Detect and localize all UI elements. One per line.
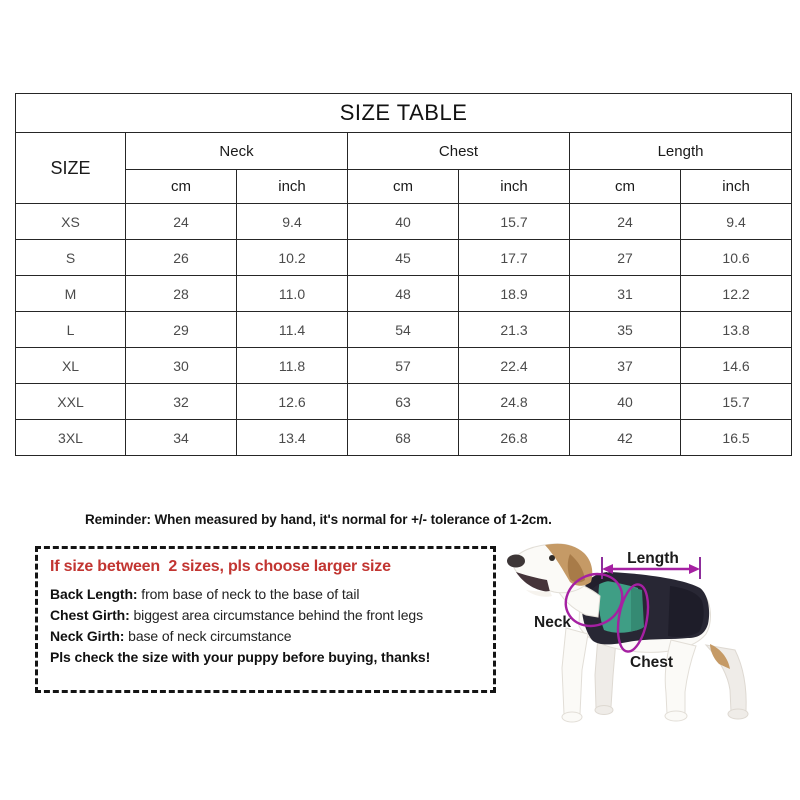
- size-value: 9.4: [237, 204, 348, 240]
- size-value: 57: [348, 348, 459, 384]
- size-value: 40: [348, 204, 459, 240]
- unit-header: cm: [126, 170, 237, 204]
- size-column-header: SIZE: [16, 133, 126, 204]
- unit-header: inch: [459, 170, 570, 204]
- note-definition: biggest area circumstance behind the front legs: [129, 607, 423, 623]
- table-row: [16, 420, 792, 456]
- size-value: 31: [570, 276, 681, 312]
- size-value: 35: [570, 312, 681, 348]
- note-neck-girth: [50, 626, 481, 647]
- size-value: 48: [348, 276, 459, 312]
- chest-label: Chest: [630, 654, 674, 671]
- dog-measurement-diagram: [500, 530, 800, 800]
- size-label: M: [16, 276, 126, 312]
- size-value: 40: [570, 384, 681, 420]
- size-value: 12.6: [237, 384, 348, 420]
- note-definition: base of neck circumstance: [124, 628, 292, 644]
- size-value: 37: [570, 348, 681, 384]
- dog-hind-paw: [665, 711, 687, 721]
- dog-far-hind-leg: [706, 645, 746, 712]
- size-value: 10.2: [237, 240, 348, 276]
- size-value: 18.9: [459, 276, 570, 312]
- note-term: Chest Girth:: [50, 607, 130, 623]
- unit-header: cm: [570, 170, 681, 204]
- size-label: S: [16, 240, 126, 276]
- group-header-length: Length: [570, 133, 792, 170]
- table-row: [16, 384, 792, 420]
- size-value: 24: [570, 204, 681, 240]
- size-value: 45: [348, 240, 459, 276]
- dog-eye: [549, 555, 555, 561]
- note-footer: Pls check the size with your puppy before buying, thanks!: [50, 649, 431, 665]
- note-definition: from base of neck to the base of tail: [137, 586, 360, 602]
- size-value: 28: [126, 276, 237, 312]
- size-value: 22.4: [459, 348, 570, 384]
- size-value: 9.4: [681, 204, 792, 240]
- table-row: [16, 240, 792, 276]
- dog-front-leg: [562, 628, 588, 714]
- dog-hind-leg: [665, 640, 696, 714]
- size-value: 68: [348, 420, 459, 456]
- dog-nose: [507, 555, 525, 568]
- dog-illustration: [500, 530, 800, 800]
- dog-far-hind-paw: [728, 709, 748, 719]
- size-value: 26: [126, 240, 237, 276]
- table-row: [16, 276, 792, 312]
- size-value: 15.7: [681, 384, 792, 420]
- size-value: 15.7: [459, 204, 570, 240]
- length-label: Length: [627, 550, 679, 567]
- table-title: SIZE TABLE: [16, 94, 792, 133]
- size-value: 63: [348, 384, 459, 420]
- unit-header: cm: [348, 170, 459, 204]
- size-table: [15, 93, 792, 456]
- unit-header: inch: [237, 170, 348, 204]
- size-value: 29: [126, 312, 237, 348]
- size-value: 26.8: [459, 420, 570, 456]
- size-value: 30: [126, 348, 237, 384]
- size-value: 54: [348, 312, 459, 348]
- dog-far-front-paw: [595, 706, 613, 715]
- size-value: 11.4: [237, 312, 348, 348]
- table-row: [16, 312, 792, 348]
- length-arrowhead-right: [689, 564, 700, 574]
- sizing-note-box: [35, 546, 496, 693]
- size-label: XS: [16, 204, 126, 240]
- group-header-chest: Chest: [348, 133, 570, 170]
- size-value: 11.0: [237, 276, 348, 312]
- table-row: [16, 204, 792, 240]
- unit-header: inch: [681, 170, 792, 204]
- size-label: XXL: [16, 384, 126, 420]
- group-header-neck: Neck: [126, 133, 348, 170]
- size-value: 32: [126, 384, 237, 420]
- size-value: 13.4: [237, 420, 348, 456]
- size-label: XL: [16, 348, 126, 384]
- size-value: 27: [570, 240, 681, 276]
- size-label: L: [16, 312, 126, 348]
- note-heading: If size between 2 sizes, pls choose larger size: [50, 558, 391, 575]
- note-back-length: [50, 584, 481, 605]
- size-value: 42: [570, 420, 681, 456]
- note-chest-girth: [50, 605, 481, 626]
- note-term: Neck Girth:: [50, 628, 125, 644]
- size-value: 17.7: [459, 240, 570, 276]
- neck-label: Neck: [534, 614, 572, 631]
- size-value: 34: [126, 420, 237, 456]
- table-row: [16, 348, 792, 384]
- size-value: 24.8: [459, 384, 570, 420]
- size-value: 24: [126, 204, 237, 240]
- size-value: 11.8: [237, 348, 348, 384]
- size-label: 3XL: [16, 420, 126, 456]
- tolerance-reminder-text: Reminder: When measured by hand, it's normal for +/- tolerance of 1-2cm.: [85, 512, 552, 527]
- size-value: 10.6: [681, 240, 792, 276]
- note-term: Back Length:: [50, 586, 138, 602]
- size-value: 21.3: [459, 312, 570, 348]
- dog-front-paw: [562, 712, 582, 722]
- size-value: 12.2: [681, 276, 792, 312]
- size-value: 14.6: [681, 348, 792, 384]
- dog-vest-teal-shade: [631, 587, 644, 631]
- size-value: 16.5: [681, 420, 792, 456]
- size-value: 13.8: [681, 312, 792, 348]
